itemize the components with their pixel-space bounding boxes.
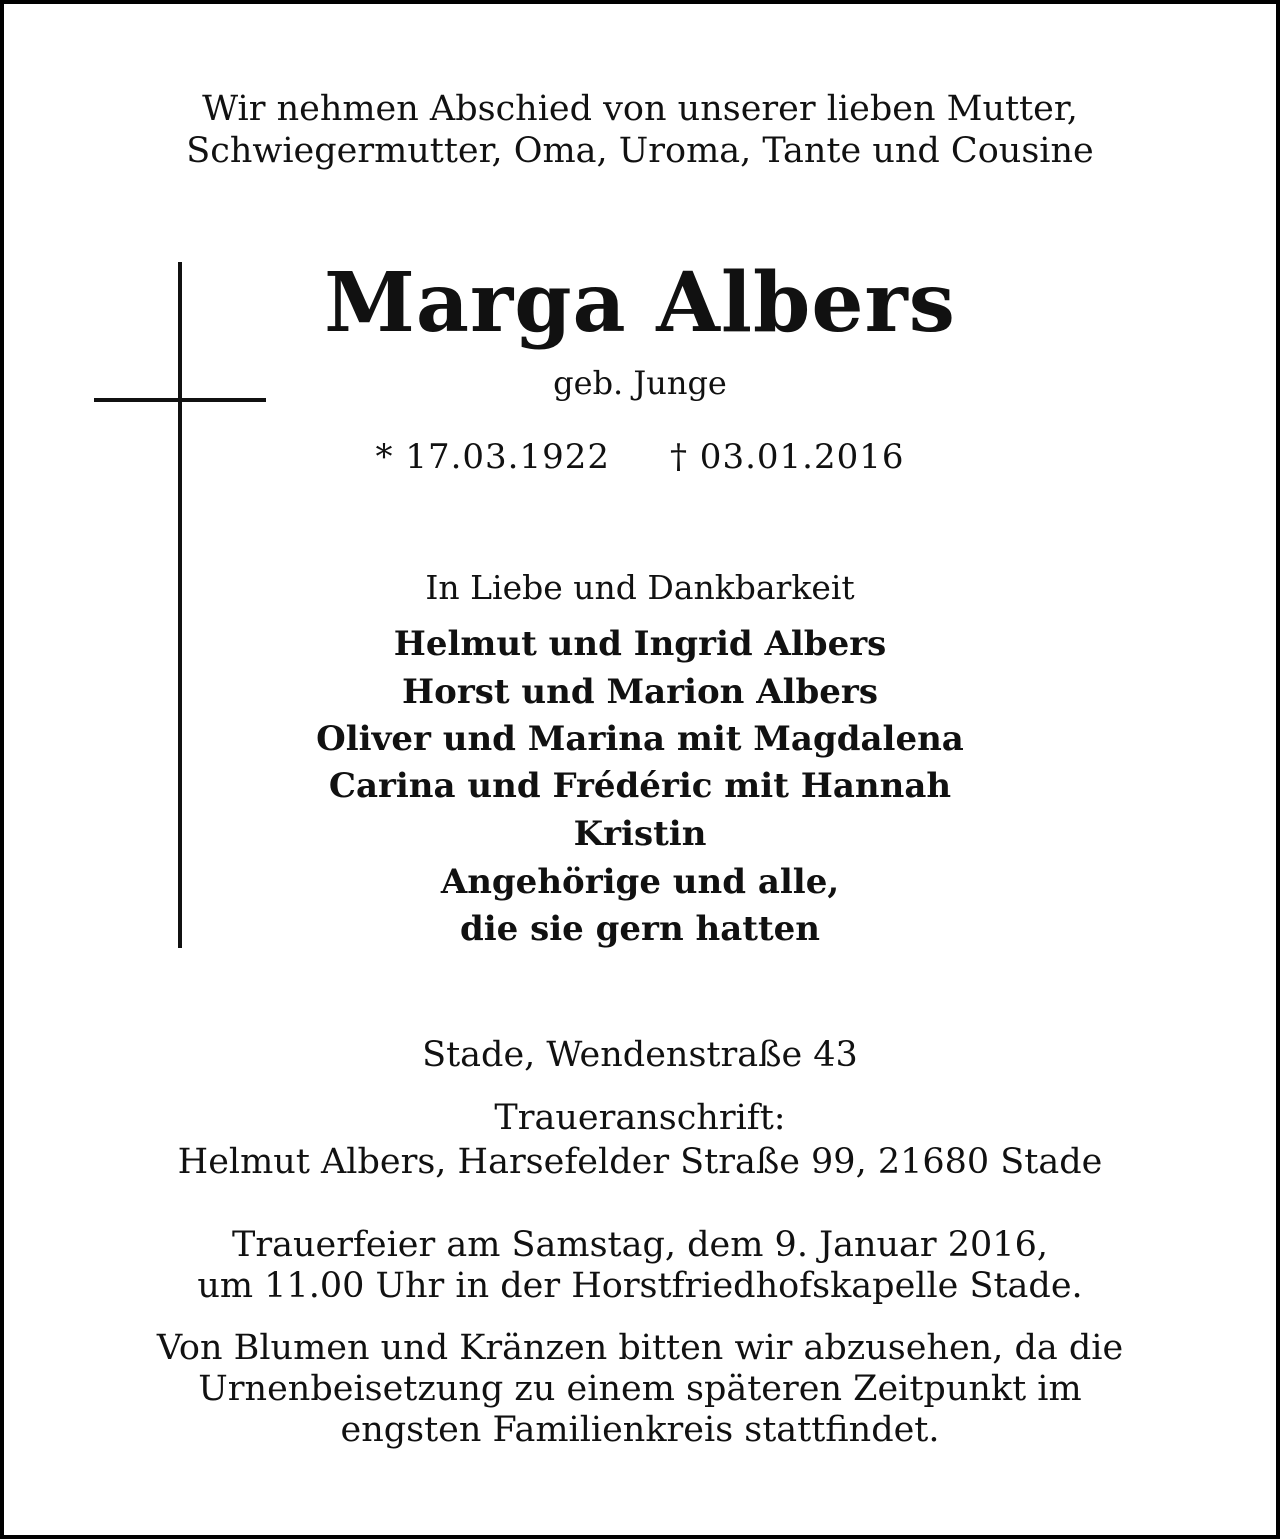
mourner-line: Carina und Frédéric mit Hannah xyxy=(328,766,952,806)
note-line-2: Urnenbeisetzung zu einem späteren Zeitpunkt im xyxy=(198,1369,1082,1409)
residence-address: Stade, Wendenstraße 43 xyxy=(422,1035,858,1075)
mourning-address-label: Traueranschrift: xyxy=(494,1098,786,1138)
mourners-intro: In Liebe und Dankbarkeit xyxy=(425,568,855,607)
birth-date: * 17.03.1922 xyxy=(375,437,610,477)
ceremony-line-1: Trauerfeier am Samstag, dem 9. Januar 2016, xyxy=(232,1225,1048,1265)
death-date: † 03.01.2016 xyxy=(670,437,905,477)
birth-name: geb. Junge xyxy=(553,364,727,402)
mourner-line: Kristin xyxy=(573,814,707,854)
mourner-line: die sie gern hatten xyxy=(459,909,821,949)
mourner-line: Horst und Marion Albers xyxy=(402,672,878,712)
mourning-address: Helmut Albers, Harsefelder Straße 99, 21680 Stade xyxy=(177,1142,1103,1182)
life-dates xyxy=(4,437,1276,477)
ceremony-line-2: um 11.00 Uhr in der Horstfriedhofskapelle Stade. xyxy=(197,1266,1083,1306)
mourner-line: Angehörige und alle, xyxy=(440,862,840,902)
note-line-3: engsten Familienkreis stattfindet. xyxy=(340,1410,940,1450)
intro-line-1: Wir nehmen Abschied von unserer lieben Mutter, xyxy=(202,89,1078,129)
note-line-1: Von Blumen und Kränzen bitten wir abzusehen, da die xyxy=(156,1328,1124,1368)
deceased-name: Marga Albers xyxy=(324,255,956,351)
intro-line-2: Schwiegermutter, Oma, Uroma, Tante und Cousine xyxy=(186,131,1094,171)
mourner-line: Oliver und Marina mit Magdalena xyxy=(316,719,964,759)
mourner-line: Helmut und Ingrid Albers xyxy=(393,624,887,664)
